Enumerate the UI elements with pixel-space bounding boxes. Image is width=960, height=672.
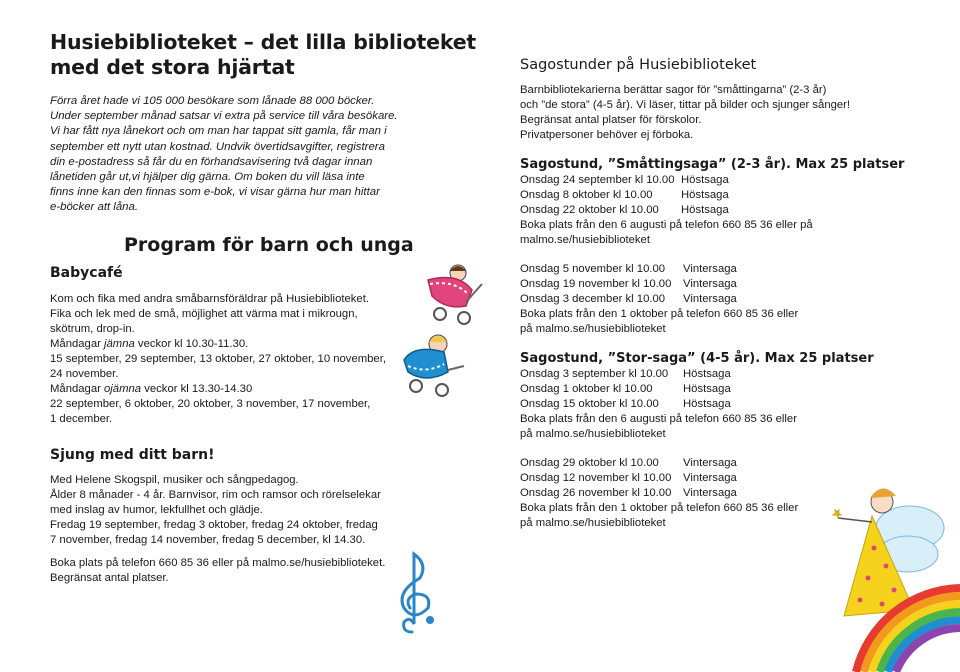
intro-line: Under september månad satsar vi extra på service till våra besökare.	[50, 110, 398, 123]
schedule-row: Onsdag 26 november kl 10.00 Vintersaga	[520, 487, 737, 499]
booking-line: Begränsat antal platser.	[50, 572, 169, 584]
schedule-row: Onsdag 12 november kl 10.00 Vintersaga	[520, 472, 737, 484]
booking-line: Boka plats från den 1 oktober på telefon 660 85 36 eller	[520, 502, 799, 514]
sjung-line: Med Helene Skogspil, musiker och sångpedagog.	[50, 474, 299, 486]
booking-line: Boka plats från den 6 augusti på telefon 660 85 36 eller	[520, 413, 797, 425]
schedule-row: Onsdag 8 oktober kl 10.00 Höstsaga	[520, 189, 729, 201]
smatting-block-2	[520, 262, 860, 337]
stor-saga-block-1	[520, 367, 860, 442]
intro-line: Förra året hade vi 105 000 besökare som lånade 88 000 böcker.	[50, 95, 375, 107]
stor-saga-heading: Sagostund, ”Stor-saga” (4-5 år). Max 25 platser	[520, 351, 874, 366]
babycafe-heading: Babycafé	[50, 265, 123, 281]
rainbow-icon	[846, 580, 960, 672]
smatting-block-1	[520, 173, 860, 248]
schedule-row: Onsdag 1 oktober kl 10.00 Höstsaga	[520, 383, 731, 395]
intro-line: september ett nytt utan kostnad. Undvik övertidsavgifter, registrera	[50, 140, 385, 153]
babycafe-odd-schedule: Måndagar ojämna veckor kl 13.30-14.30	[50, 383, 253, 395]
babycafe-odd-dates: 1 december.	[50, 413, 113, 425]
stor-saga-block-2	[520, 456, 860, 531]
pram-blue-icon	[400, 332, 472, 402]
babycafe-line: skötrum, drop-in.	[50, 323, 135, 335]
babycafe-line: Kom och fika med andra småbarnsföräldrar på Husiebiblioteket.	[50, 293, 369, 305]
intro-line: Vi har fått nya lånekort och om man har tappat sitt gamla, får man i	[50, 125, 387, 138]
program-heading: Program för barn och unga	[124, 234, 414, 256]
babycafe-even-dates: 15 september, 29 september, 13 oktober, 27 oktober, 10 november,	[50, 353, 386, 365]
intro-line: lånetiden går ut,vi hjälper dig gärna. Om boken du vill läsa inte	[50, 171, 365, 184]
booking-line: Boka plats från den 6 augusti på telefon 660 85 36 eller på	[520, 219, 813, 231]
intro-line: Begränsat antal platser för förskolor.	[520, 114, 702, 126]
booking-line: på malmo.se/husiebiblioteket	[520, 323, 666, 335]
intro-line: Privatpersoner behöver ej förboka.	[520, 129, 694, 141]
booking-line: malmo.se/husiebiblioteket	[520, 234, 650, 246]
babycafe-body	[50, 292, 410, 427]
treble-clef-icon	[388, 548, 438, 638]
babycafe-even-schedule: Måndagar jämna veckor kl 10.30-11.30.	[50, 338, 249, 350]
schedule-row: Onsdag 19 november kl 10.00 Vintersaga	[520, 278, 737, 290]
intro-line: och ”de stora” (4-5 år). Vi läser, tittar på bilder och sjunger sånger!	[520, 99, 851, 111]
booking-line: Boka plats från den 1 oktober på telefon 660 85 36 eller	[520, 308, 799, 320]
sjung-line: med inslag av humor, lekfullhet och glädje.	[50, 504, 263, 516]
schedule-row: Onsdag 3 december kl 10.00 Vintersaga	[520, 293, 737, 305]
intro-line: Barnbibliotekarierna berättar sagor för ”småttingarna” (2-3 år)	[520, 84, 827, 96]
sjung-body	[50, 473, 410, 548]
title-line-2: med det stora hjärtat	[50, 55, 295, 79]
schedule-row: Onsdag 3 september kl 10.00 Höstsaga	[520, 368, 731, 380]
schedule-row: Onsdag 24 september kl 10.00 Höstsaga	[520, 174, 729, 186]
babycafe-even-dates: 24 november.	[50, 368, 119, 380]
booking-line: på malmo.se/husiebiblioteket	[520, 428, 666, 440]
booking-footer	[50, 556, 410, 586]
babycafe-line: Fika och lek med de små, möjlighet att värma mat i mikrougn,	[50, 308, 358, 320]
booking-line: på malmo.se/husiebiblioteket	[520, 517, 666, 529]
intro-line: finns inne kan den finnas som e-bok, vi visar gärna hur man hittar	[50, 186, 380, 199]
intro-paragraph	[50, 94, 400, 216]
sjung-heading: Sjung med ditt barn!	[50, 447, 215, 463]
pram-pink-icon	[420, 262, 490, 330]
sjung-line: Ålder 8 månader - 4 år. Barnvisor, rim och ramsor och rörelselekar	[50, 489, 381, 501]
schedule-row: Onsdag 5 november kl 10.00 Vintersaga	[520, 263, 737, 275]
schedule-row: Onsdag 22 oktober kl 10.00 Höstsaga	[520, 204, 729, 216]
schedule-row: Onsdag 29 oktober kl 10.00 Vintersaga	[520, 457, 737, 469]
sjung-line: 7 november, fredag 14 november, fredag 5 december, kl 14.30.	[50, 534, 366, 546]
sjung-line: Fredag 19 september, fredag 3 oktober, fredag 24 oktober, fredag	[50, 519, 378, 531]
title-line-1: Husiebiblioteket – det lilla biblioteket	[50, 30, 477, 54]
booking-line: Boka plats på telefon 660 85 36 eller på malmo.se/husiebiblioteket.	[50, 557, 386, 569]
intro-line: din e-postadress så får du en förhandsavisering två dagar innan	[50, 155, 373, 168]
schedule-row: Onsdag 15 oktober kl 10.00 Höstsaga	[520, 398, 731, 410]
smatting-heading: Sagostund, ”Småttingsaga” (2-3 år). Max 25 platser	[520, 157, 905, 172]
sagostunder-intro	[520, 83, 860, 143]
sagostunder-heading: Sagostunder på Husiebiblioteket	[520, 57, 757, 73]
babycafe-odd-dates: 22 september, 6 oktober, 20 oktober, 3 november, 17 november,	[50, 398, 371, 410]
page-title	[50, 30, 476, 80]
intro-line: e-böcker att låna.	[50, 201, 139, 214]
